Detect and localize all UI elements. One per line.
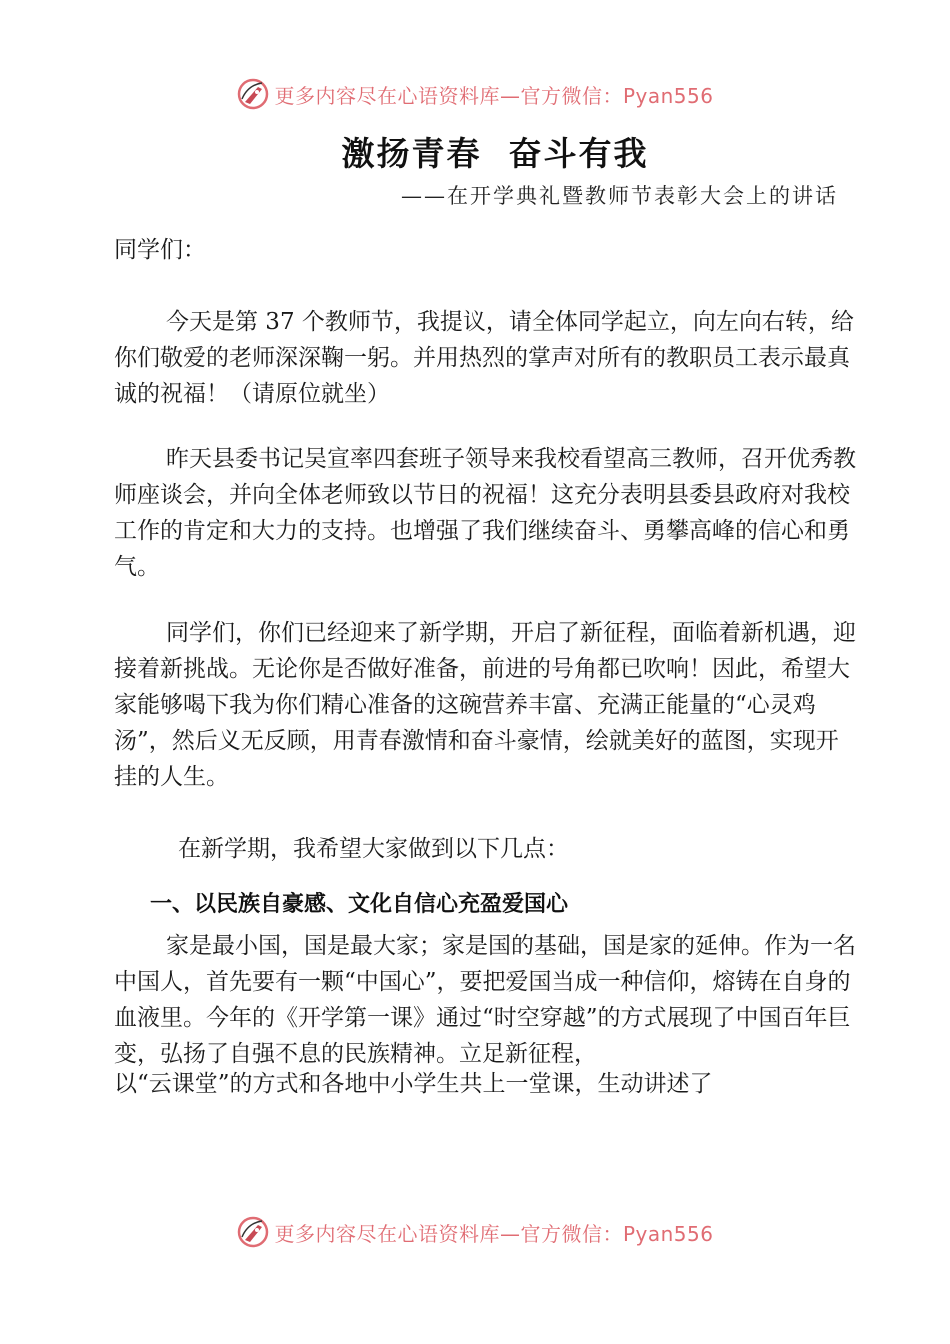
watermark-text: 更多内容尽在心语资料库—官方微信：Pyan556 xyxy=(274,1221,714,1246)
document-title: 激扬青春 奋斗有我 xyxy=(341,134,649,173)
watermark-text: 更多内容尽在心语资料库—官方微信：Pyan556 xyxy=(274,83,714,108)
paragraph-2: 昨天县委书记吴宣率四套班子领导来我校看望高三教师，召开优秀教师座谈会，并向全体老师致以节日的祝福！这充分表明县委县政府对我校工作的肯定和大力的支持。也增强了我们继续奋斗、勇攀高峰的信心和勇气。 xyxy=(114,446,856,580)
watermark-header xyxy=(0,74,950,114)
watermark-footer xyxy=(0,1212,950,1252)
section-paragraph: 家是最小国，国是最大家；家是国的基础，国是家的延伸。作为一名中国人，首先要有一颗“中国心”，要把爱国当成一种信仰，熔铸在自身的血液里。今年的《开学第一课》通过“时空穿越”的方式展现了中国百年巨变，弘扬了自强不息的民族精神。立足新征程， xyxy=(114,933,856,1067)
paragraph-3: 同学们，你们已经迎来了新学期，开启了新征程，面临着新机遇，迎接着新挑战。无论你是否做好准备，前进的号角都已吹响！因此，希望大家能够喝下我为你们精心准备的这碗营养丰富、充满正能量的“心灵鸡汤”，然后义无反顾，用青春激情和奋斗豪情，绘就美好的蓝图，实现开挂的人生。 xyxy=(114,620,856,790)
pen-nib-logo-icon xyxy=(236,77,270,111)
greeting: 同学们： xyxy=(114,237,206,263)
paragraph-4: 在新学期，我希望大家做到以下几点： xyxy=(178,836,569,862)
document-subtitle: ——在开学典礼暨教师节表彰大会上的讲话 xyxy=(401,184,838,208)
paragraph-1: 今天是第 37 个教师节，我提议，请全体同学起立，向左向右转，给你们敬爱的老师深深鞠一躬。并用热烈的掌声对所有的教职员工表示最真诚的祝福！（请原位就坐） xyxy=(114,309,854,407)
section-heading: 一、以民族自豪感、文化自信心充盈爱国心 xyxy=(150,892,569,917)
pen-nib-logo-icon xyxy=(236,1215,270,1249)
section-paragraph-tail: 以“云课堂”的方式和各地中小学生共上一堂课，生动讲述了 xyxy=(114,1071,713,1097)
